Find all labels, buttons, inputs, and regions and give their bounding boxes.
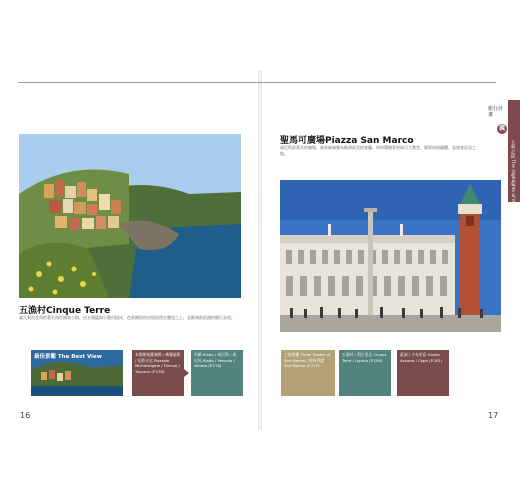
- best-view-card-3: 三座塔樓 Three Towers of San Marino / 聖馬利諾 San Marino (P.227): [281, 350, 335, 396]
- best-view-card-2: 吊橋 Rialto / 威尼斯 / 威尼托 Rialto / Venezia / Veneto (P.178): [191, 350, 243, 396]
- right-page-body: 威尼斯最著名的廣場，被拿破崙譽為歐洲最美的客廳，四周環繞著聖馬可大教堂、總督府與鐘樓，是遊客必訪之地。: [280, 145, 476, 157]
- left-page-body: 義大利西北角的著名海岸國家公園，由五個臨海小漁村組成，色彩繽紛的房屋依偎在懸崖之上，是歐洲最浪漫的健行步道。: [19, 315, 235, 320]
- side-vertical-label: 大利之最 The Highlights of Italy: [510, 140, 515, 209]
- page-number-right: 17: [488, 411, 499, 420]
- left-page-title: 五漁村Cinque Terre: [19, 306, 111, 316]
- side-badge: 義: [498, 125, 505, 132]
- best-view-arrow-1: [184, 369, 189, 377]
- best-view-label: 最佳景觀 The Best View: [34, 354, 102, 360]
- book-gutter: [258, 70, 262, 430]
- best-view-card-1: 米開朗基羅廣場 / 佛羅倫斯 / 托斯卡尼 Piazzale Michelangelo / Firenze / Tuscany (P.159): [132, 350, 184, 396]
- side-section-label: 旅行計畫: [488, 106, 504, 118]
- header-rule: [18, 82, 496, 83]
- best-view-card-4: 五漁村 / 利古里亞 Cinque Terre / Liguria (P.258): [339, 350, 391, 396]
- piazza-san-marco-photo: [280, 180, 501, 332]
- best-view-card-5: 藍洞 / 卡布里島 Grotta Azzurra / Capri (P.281): [397, 350, 449, 396]
- cinque-terre-photo: [19, 134, 241, 298]
- page-number-left: 16: [20, 411, 31, 420]
- right-page-title: 聖馬可廣場Piazza San Marco: [280, 136, 414, 146]
